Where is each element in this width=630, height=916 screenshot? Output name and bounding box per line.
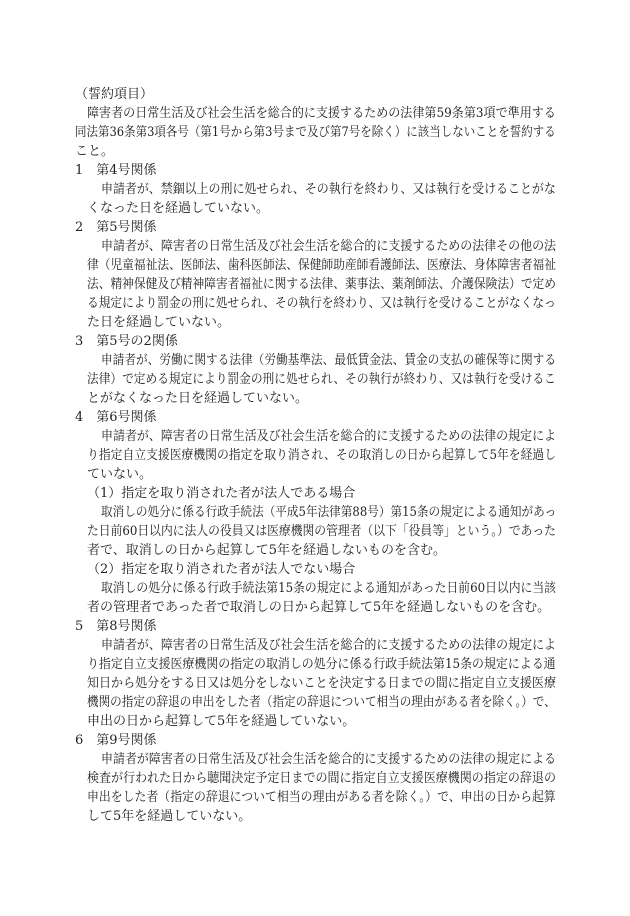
section-body-line: ていない。 <box>87 467 153 482</box>
intro-line: 障害者の日常生活及び社会生活を総合的に支援するための法律第59条第3項で準用する <box>87 106 556 121</box>
section-body-line: 申請者が、障害者の日常生活及び社会生活を総合的に支援するための法律の規定によ <box>101 429 557 444</box>
subsection-body-line: 者の管理者であった者で取消しの日から起算して5年を経過しないものを含む。 <box>87 600 551 615</box>
section-body-line: 検査が行われた日から聴聞決定予定日までの間に指定自立支援医療機関の指定の辞退の <box>87 771 556 786</box>
section-body-line: 法律）で定める規定により罰金の刑に処せられ、その執行が終わり、又は執行を受けるこ <box>87 372 556 387</box>
section-title: 1 第4号関係 <box>75 163 157 178</box>
subsection-body-line: 取消しの処分に係る行政手続法第15条の規定による通知があった日前60日以内に当該 <box>101 581 556 596</box>
section-body-line: とがなくなった日を経過していない。 <box>87 391 309 406</box>
section-body-line: 申請者が障害者の日常生活及び社会生活を総合的に支援するための法律の規定による <box>101 752 557 767</box>
section-body-line: 申請者が、労働に関する法律（労働基準法、最低賃金法、賃金の支払の確保等に関する <box>101 353 556 368</box>
subsection-body-line: 取消しの処分に係る行政手続法（平成5年法律第88号）第15条の規定による通知があっ <box>101 505 557 520</box>
section-body-line: 知日から処分をする日又は処分をしないことを決定する日までの間に指定自立支援医療 <box>87 676 556 691</box>
section-body-line: 機関の指定の辞退の申出をした者（指定の辞退について相当の理由がある者を除く。）で、 <box>87 695 556 710</box>
intro-line: 同法第36条第3項各号（第1号から第3号まで及び第7号を除く）に該当しないことを誓約する <box>75 125 556 140</box>
section-body-line: る規定により罰金の刑に処せられ、その執行を終わり、又は執行を受けることがなくなっ <box>87 296 556 311</box>
section-body-line: た日を経過していない。 <box>87 315 231 330</box>
section-title: 3 第5号の2関係 <box>75 334 178 349</box>
section-body-line: くなった日を経過していない。 <box>87 201 270 216</box>
subsection-title: （1）指定を取り消された者が法人である場合 <box>87 486 356 501</box>
subsection-body-line: 者で、取消しの日から起算して5年を経過しないものを含む。 <box>87 543 447 558</box>
section-body-line: 申請者が、障害者の日常生活及び社会生活を総合的に支援するための法律その他の法 <box>101 239 557 254</box>
section-body-line: 申請者が、障害者の日常生活及び社会生活を総合的に支援するための法律の規定によ <box>101 638 557 653</box>
intro-line: こと。 <box>75 144 115 159</box>
subsection-body-line: た日前60日以内に法人の役員又は医療機関の管理者（以下「役員等」という。）であった <box>87 524 556 539</box>
section-body-line: 申出をした者（指定の辞退について相当の理由がある者を除く。）で、申出の日から起算 <box>87 790 556 805</box>
section-body-line: 律（児童福祉法、医師法、歯科医師法、保健師助産師看護師法、医療法、身体障害者福祉 <box>87 258 557 273</box>
section-title: 4 第6号関係 <box>75 410 157 425</box>
section-body-line: り指定自立支援医療機関の指定の取消しの処分に係る行政手続法第15条の規定による通 <box>87 657 556 672</box>
section-title: 5 第8号関係 <box>75 619 157 634</box>
document-heading: （誓約項目） <box>75 87 154 102</box>
section-body-line: して5年を経過していない。 <box>87 809 252 824</box>
section-title: 2 第5号関係 <box>75 220 157 235</box>
section-body-line: り指定自立支援医療機関の指定を取り消され、その取消しの日から起算して5年を経過し <box>87 448 557 463</box>
section-body-line: 申出の日から起算して5年を経過していない。 <box>87 714 356 729</box>
section-body-line: 法、精神保健及び精神障害者福祉に関する法律、薬事法、薬剤師法、介護保険法）で定め <box>87 277 557 292</box>
section-title: 6 第9号関係 <box>75 733 157 748</box>
section-body-line: 申請者が、禁錮以上の刑に処せられ、その執行を終わり、又は執行を受けることがな <box>101 182 556 197</box>
subsection-title: （2）指定を取り消された者が法人でない場合 <box>87 562 356 577</box>
